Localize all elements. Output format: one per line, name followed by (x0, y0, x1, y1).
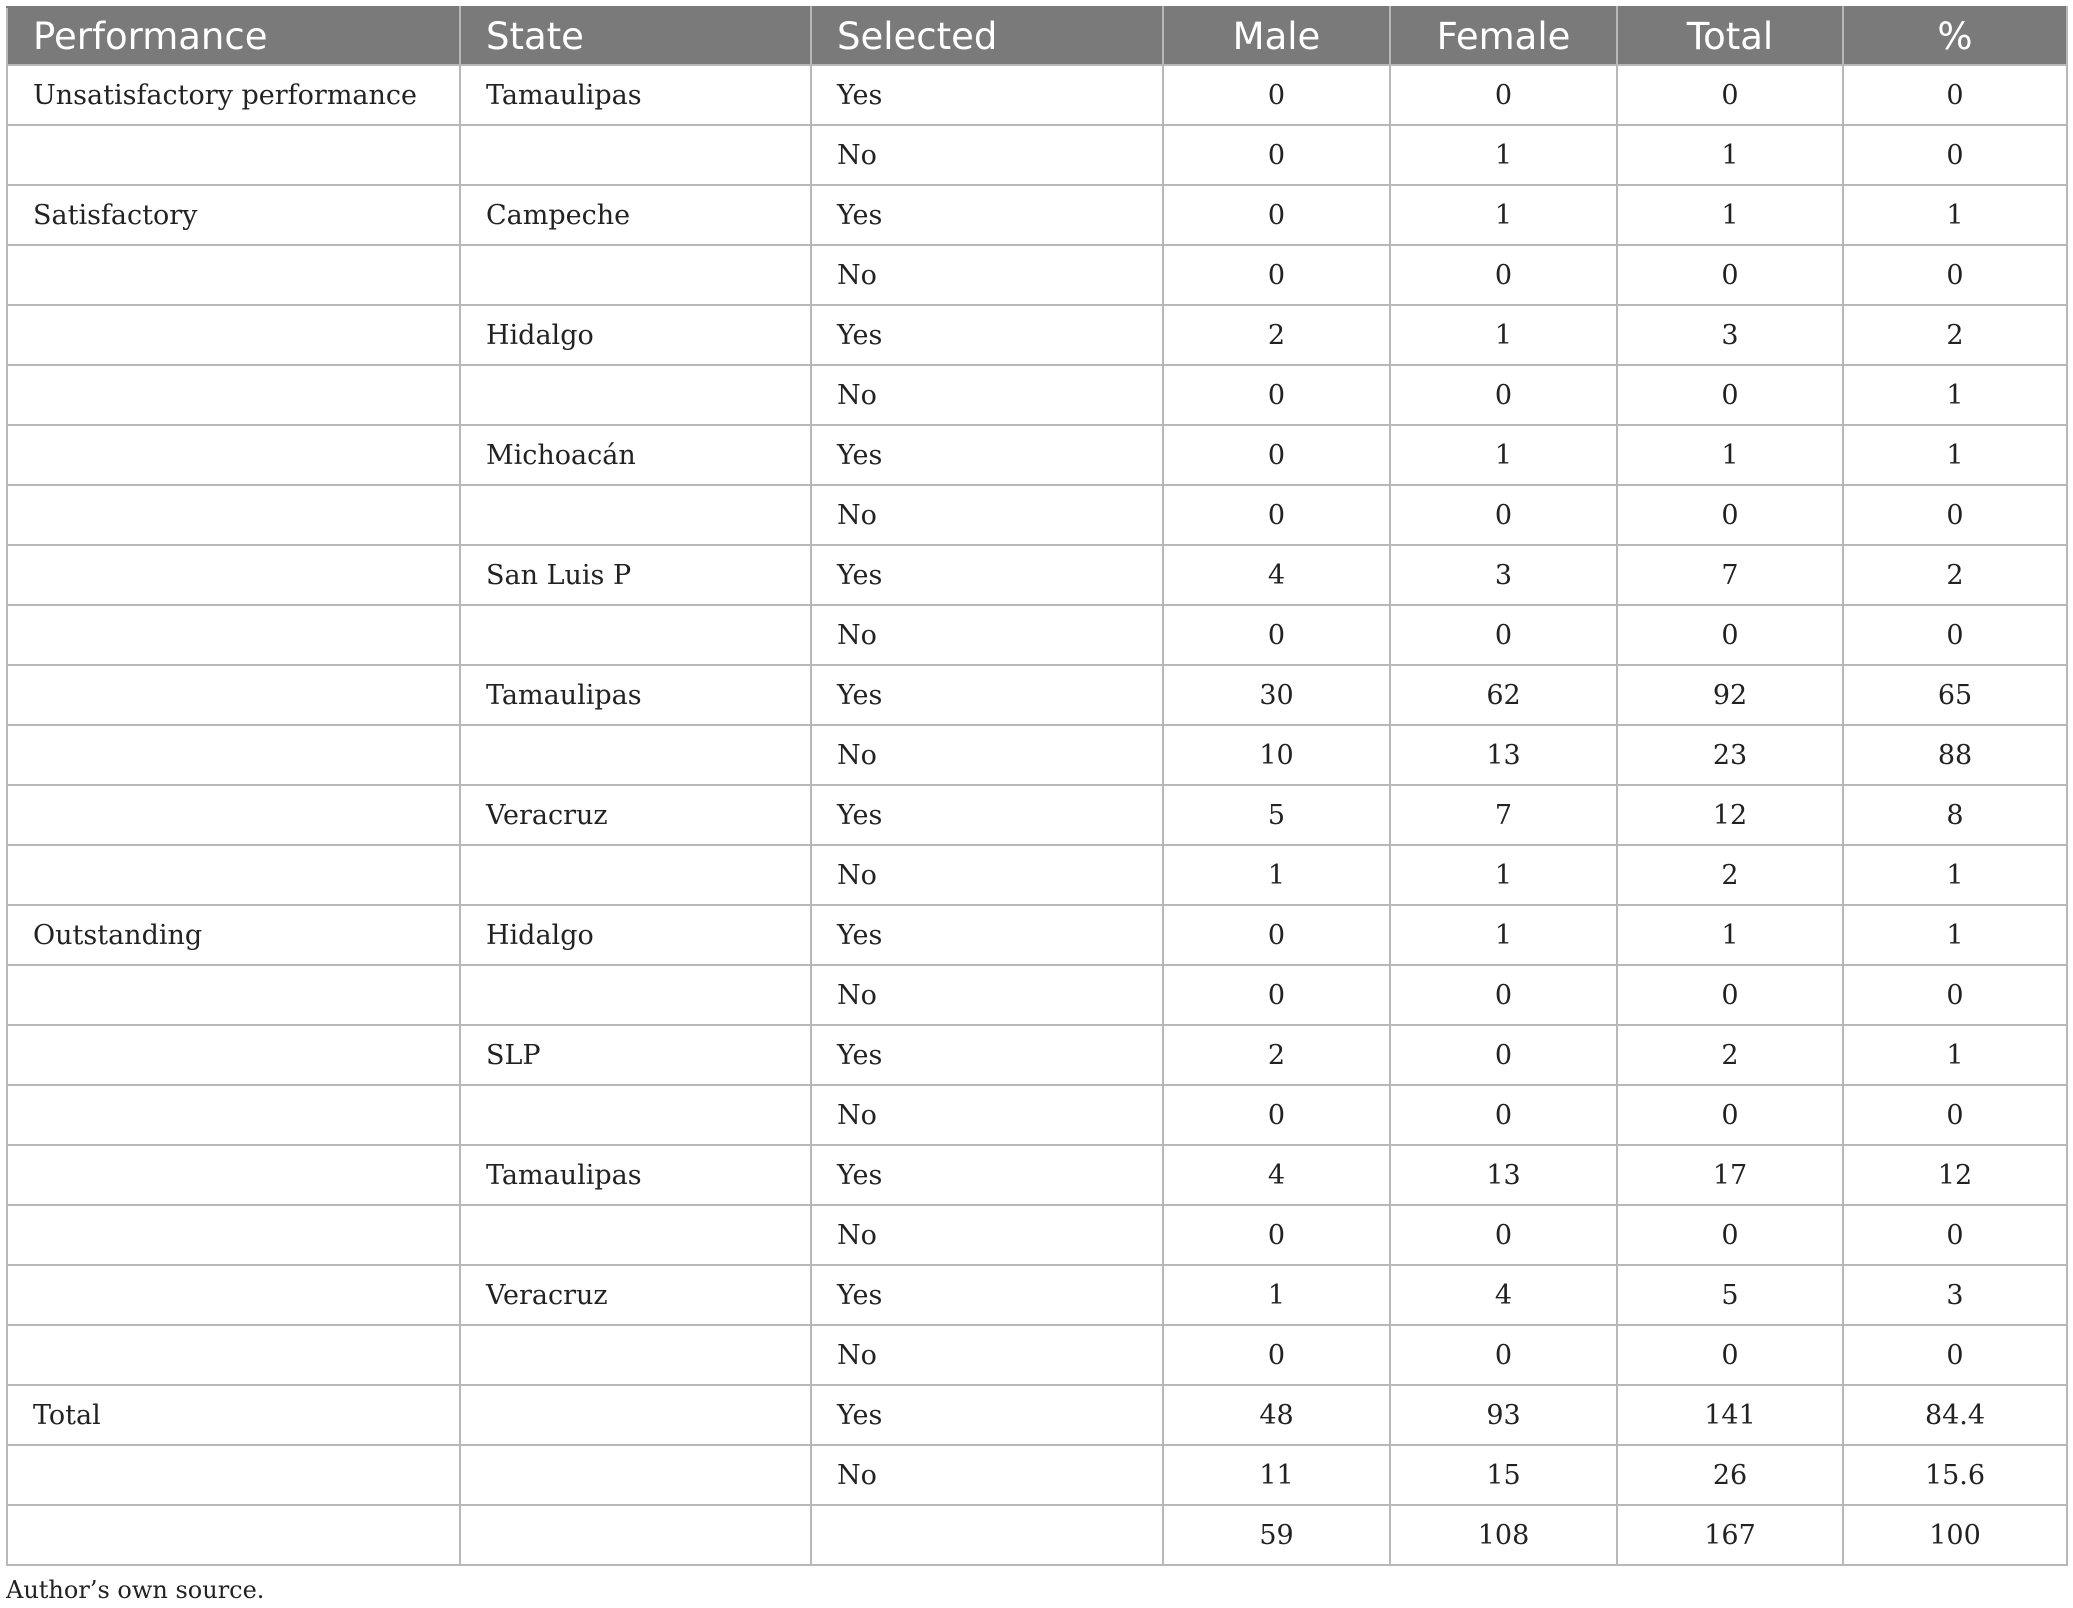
cell-state: Hidalgo (460, 905, 811, 965)
cell-male: 11 (1163, 1445, 1390, 1505)
cell-female: 7 (1390, 785, 1617, 845)
cell-selected: Yes (811, 1265, 1163, 1325)
cell-state (460, 125, 811, 185)
table-row (7, 1445, 2067, 1505)
cell-selected: No (811, 1205, 1163, 1265)
table-row (7, 1025, 2067, 1085)
cell-total: 0 (1617, 1325, 1843, 1385)
cell-state: Hidalgo (460, 305, 811, 365)
table-row (7, 425, 2067, 485)
header-row (7, 7, 2067, 65)
cell-selected: No (811, 1445, 1163, 1505)
cell-percent: 0 (1843, 125, 2067, 185)
cell-selected: No (811, 845, 1163, 905)
cell-total: 1 (1617, 185, 1843, 245)
cell-female: 1 (1390, 125, 1617, 185)
cell-male: 5 (1163, 785, 1390, 845)
cell-state (460, 1085, 811, 1145)
header-total: Total (1617, 7, 1843, 65)
cell-total: 141 (1617, 1385, 1843, 1445)
cell-female: 13 (1390, 725, 1617, 785)
cell-total: 167 (1617, 1505, 1843, 1565)
cell-total: 0 (1617, 605, 1843, 665)
cell-state: Tamaulipas (460, 665, 811, 725)
cell-performance (7, 605, 460, 665)
cell-male: 4 (1163, 545, 1390, 605)
cell-total: 92 (1617, 665, 1843, 725)
cell-total: 2 (1617, 1025, 1843, 1085)
cell-male: 0 (1163, 605, 1390, 665)
cell-state (460, 1205, 811, 1265)
table-body (7, 65, 2067, 1565)
cell-male: 2 (1163, 1025, 1390, 1085)
cell-male: 0 (1163, 1085, 1390, 1145)
cell-selected (811, 1505, 1163, 1565)
cell-selected: Yes (811, 1385, 1163, 1445)
cell-male: 0 (1163, 365, 1390, 425)
cell-male: 0 (1163, 905, 1390, 965)
table-row (7, 1325, 2067, 1385)
cell-total: 3 (1617, 305, 1843, 365)
cell-performance (7, 485, 460, 545)
cell-female: 93 (1390, 1385, 1617, 1445)
cell-total: 5 (1617, 1265, 1843, 1325)
cell-percent: 65 (1843, 665, 2067, 725)
cell-performance (7, 785, 460, 845)
cell-male: 10 (1163, 725, 1390, 785)
cell-percent: 8 (1843, 785, 2067, 845)
cell-performance (7, 965, 460, 1025)
cell-selected: No (811, 125, 1163, 185)
cell-state (460, 1325, 811, 1385)
cell-female: 1 (1390, 305, 1617, 365)
header-male: Male (1163, 7, 1390, 65)
cell-state (460, 245, 811, 305)
cell-selected: No (811, 605, 1163, 665)
cell-female: 108 (1390, 1505, 1617, 1565)
cell-male: 0 (1163, 965, 1390, 1025)
cell-selected: Yes (811, 1025, 1163, 1085)
cell-performance (7, 1205, 460, 1265)
table-header (7, 7, 2067, 65)
cell-state (460, 485, 811, 545)
cell-selected: No (811, 1325, 1163, 1385)
cell-total: 17 (1617, 1145, 1843, 1205)
cell-state (460, 725, 811, 785)
cell-performance: Satisfactory (7, 185, 460, 245)
header-state: State (460, 7, 811, 65)
cell-performance (7, 1085, 460, 1145)
cell-percent: 84.4 (1843, 1385, 2067, 1445)
cell-total: 1 (1617, 905, 1843, 965)
cell-performance (7, 365, 460, 425)
table-row (7, 185, 2067, 245)
cell-male: 0 (1163, 185, 1390, 245)
data-table-container (6, 6, 2066, 1566)
table-row (7, 1085, 2067, 1145)
cell-selected: Yes (811, 65, 1163, 125)
cell-state: Tamaulipas (460, 65, 811, 125)
cell-total: 12 (1617, 785, 1843, 845)
cell-female: 13 (1390, 1145, 1617, 1205)
cell-female: 1 (1390, 425, 1617, 485)
table-row (7, 245, 2067, 305)
cell-female: 15 (1390, 1445, 1617, 1505)
cell-percent: 0 (1843, 65, 2067, 125)
cell-percent: 1 (1843, 1025, 2067, 1085)
cell-male: 0 (1163, 65, 1390, 125)
cell-percent: 0 (1843, 485, 2067, 545)
table-row (7, 785, 2067, 845)
cell-percent: 1 (1843, 185, 2067, 245)
cell-state (460, 1445, 811, 1505)
cell-selected: Yes (811, 1145, 1163, 1205)
table-row (7, 1205, 2067, 1265)
table-row (7, 365, 2067, 425)
cell-total: 0 (1617, 485, 1843, 545)
cell-selected: No (811, 1085, 1163, 1145)
cell-selected: Yes (811, 185, 1163, 245)
cell-percent: 12 (1843, 1145, 2067, 1205)
cell-performance: Unsatisfactory performance (7, 65, 460, 125)
table-row (7, 65, 2067, 125)
cell-percent: 100 (1843, 1505, 2067, 1565)
table-row (7, 725, 2067, 785)
table-row (7, 845, 2067, 905)
header-female: Female (1390, 7, 1617, 65)
cell-total: 0 (1617, 365, 1843, 425)
cell-state: Veracruz (460, 1265, 811, 1325)
cell-female: 4 (1390, 1265, 1617, 1325)
cell-performance (7, 125, 460, 185)
cell-state: Tamaulipas (460, 1145, 811, 1205)
cell-male: 0 (1163, 485, 1390, 545)
cell-selected: Yes (811, 305, 1163, 365)
cell-performance (7, 1505, 460, 1565)
cell-state: Veracruz (460, 785, 811, 845)
cell-performance (7, 245, 460, 305)
cell-total: 2 (1617, 845, 1843, 905)
cell-selected: No (811, 485, 1163, 545)
cell-performance (7, 1265, 460, 1325)
cell-male: 0 (1163, 425, 1390, 485)
cell-female: 62 (1390, 665, 1617, 725)
cell-state (460, 845, 811, 905)
header-selected: Selected (811, 7, 1163, 65)
data-table (6, 6, 2068, 1566)
cell-performance (7, 725, 460, 785)
table-row (7, 1385, 2067, 1445)
cell-female: 1 (1390, 185, 1617, 245)
cell-percent: 0 (1843, 605, 2067, 665)
cell-female: 0 (1390, 1325, 1617, 1385)
table-row (7, 1505, 2067, 1565)
cell-male: 0 (1163, 1205, 1390, 1265)
cell-state (460, 365, 811, 425)
cell-selected: Yes (811, 425, 1163, 485)
cell-state (460, 605, 811, 665)
table-row (7, 965, 2067, 1025)
cell-selected: Yes (811, 545, 1163, 605)
cell-performance (7, 425, 460, 485)
cell-female: 1 (1390, 845, 1617, 905)
cell-female: 0 (1390, 605, 1617, 665)
cell-performance (7, 1025, 460, 1085)
cell-percent: 1 (1843, 425, 2067, 485)
cell-state: San Luis P (460, 545, 811, 605)
cell-total: 1 (1617, 425, 1843, 485)
cell-percent: 0 (1843, 1325, 2067, 1385)
cell-state: Michoacán (460, 425, 811, 485)
cell-male: 59 (1163, 1505, 1390, 1565)
cell-selected: No (811, 965, 1163, 1025)
cell-male: 0 (1163, 1325, 1390, 1385)
cell-female: 0 (1390, 365, 1617, 425)
cell-total: 0 (1617, 1085, 1843, 1145)
cell-total: 1 (1617, 125, 1843, 185)
cell-percent: 0 (1843, 1205, 2067, 1265)
cell-percent: 1 (1843, 905, 2067, 965)
cell-state: Campeche (460, 185, 811, 245)
cell-female: 1 (1390, 905, 1617, 965)
cell-selected: No (811, 245, 1163, 305)
table-row (7, 545, 2067, 605)
table-row (7, 665, 2067, 725)
header-percent: % (1843, 7, 2067, 65)
cell-total: 0 (1617, 65, 1843, 125)
cell-female: 0 (1390, 1025, 1617, 1085)
table-row (7, 125, 2067, 185)
cell-percent: 0 (1843, 965, 2067, 1025)
table-row (7, 305, 2067, 365)
cell-selected: No (811, 365, 1163, 425)
cell-male: 1 (1163, 1265, 1390, 1325)
table-row (7, 1265, 2067, 1325)
cell-performance: Total (7, 1385, 460, 1445)
cell-percent: 2 (1843, 545, 2067, 605)
cell-total: 0 (1617, 1205, 1843, 1265)
cell-performance (7, 845, 460, 905)
cell-performance (7, 1445, 460, 1505)
cell-performance (7, 665, 460, 725)
cell-female: 0 (1390, 1085, 1617, 1145)
cell-percent: 15.6 (1843, 1445, 2067, 1505)
cell-male: 0 (1163, 125, 1390, 185)
cell-female: 0 (1390, 1205, 1617, 1265)
cell-female: 0 (1390, 65, 1617, 125)
cell-selected: Yes (811, 665, 1163, 725)
cell-selected: No (811, 725, 1163, 785)
cell-female: 3 (1390, 545, 1617, 605)
cell-total: 0 (1617, 245, 1843, 305)
cell-percent: 0 (1843, 245, 2067, 305)
cell-male: 30 (1163, 665, 1390, 725)
cell-performance (7, 1145, 460, 1205)
cell-total: 7 (1617, 545, 1843, 605)
cell-percent: 0 (1843, 1085, 2067, 1145)
header-performance: Performance (7, 7, 460, 65)
table-row (7, 905, 2067, 965)
cell-male: 4 (1163, 1145, 1390, 1205)
cell-percent: 1 (1843, 845, 2067, 905)
cell-female: 0 (1390, 245, 1617, 305)
cell-total: 23 (1617, 725, 1843, 785)
table-row (7, 1145, 2067, 1205)
cell-total: 26 (1617, 1445, 1843, 1505)
table-row (7, 485, 2067, 545)
cell-female: 0 (1390, 965, 1617, 1025)
cell-performance (7, 1325, 460, 1385)
cell-total: 0 (1617, 965, 1843, 1025)
cell-percent: 3 (1843, 1265, 2067, 1325)
cell-state (460, 1505, 811, 1565)
cell-state (460, 965, 811, 1025)
table-row (7, 605, 2067, 665)
cell-male: 0 (1163, 245, 1390, 305)
cell-percent: 88 (1843, 725, 2067, 785)
cell-selected: Yes (811, 905, 1163, 965)
cell-performance: Outstanding (7, 905, 460, 965)
cell-male: 1 (1163, 845, 1390, 905)
cell-male: 48 (1163, 1385, 1390, 1445)
cell-male: 2 (1163, 305, 1390, 365)
cell-female: 0 (1390, 485, 1617, 545)
cell-state: SLP (460, 1025, 811, 1085)
cell-performance (7, 545, 460, 605)
cell-performance (7, 305, 460, 365)
table-footnote: Author’s own source. (6, 1576, 265, 1604)
cell-percent: 2 (1843, 305, 2067, 365)
cell-percent: 1 (1843, 365, 2067, 425)
cell-state (460, 1385, 811, 1445)
cell-selected: Yes (811, 785, 1163, 845)
